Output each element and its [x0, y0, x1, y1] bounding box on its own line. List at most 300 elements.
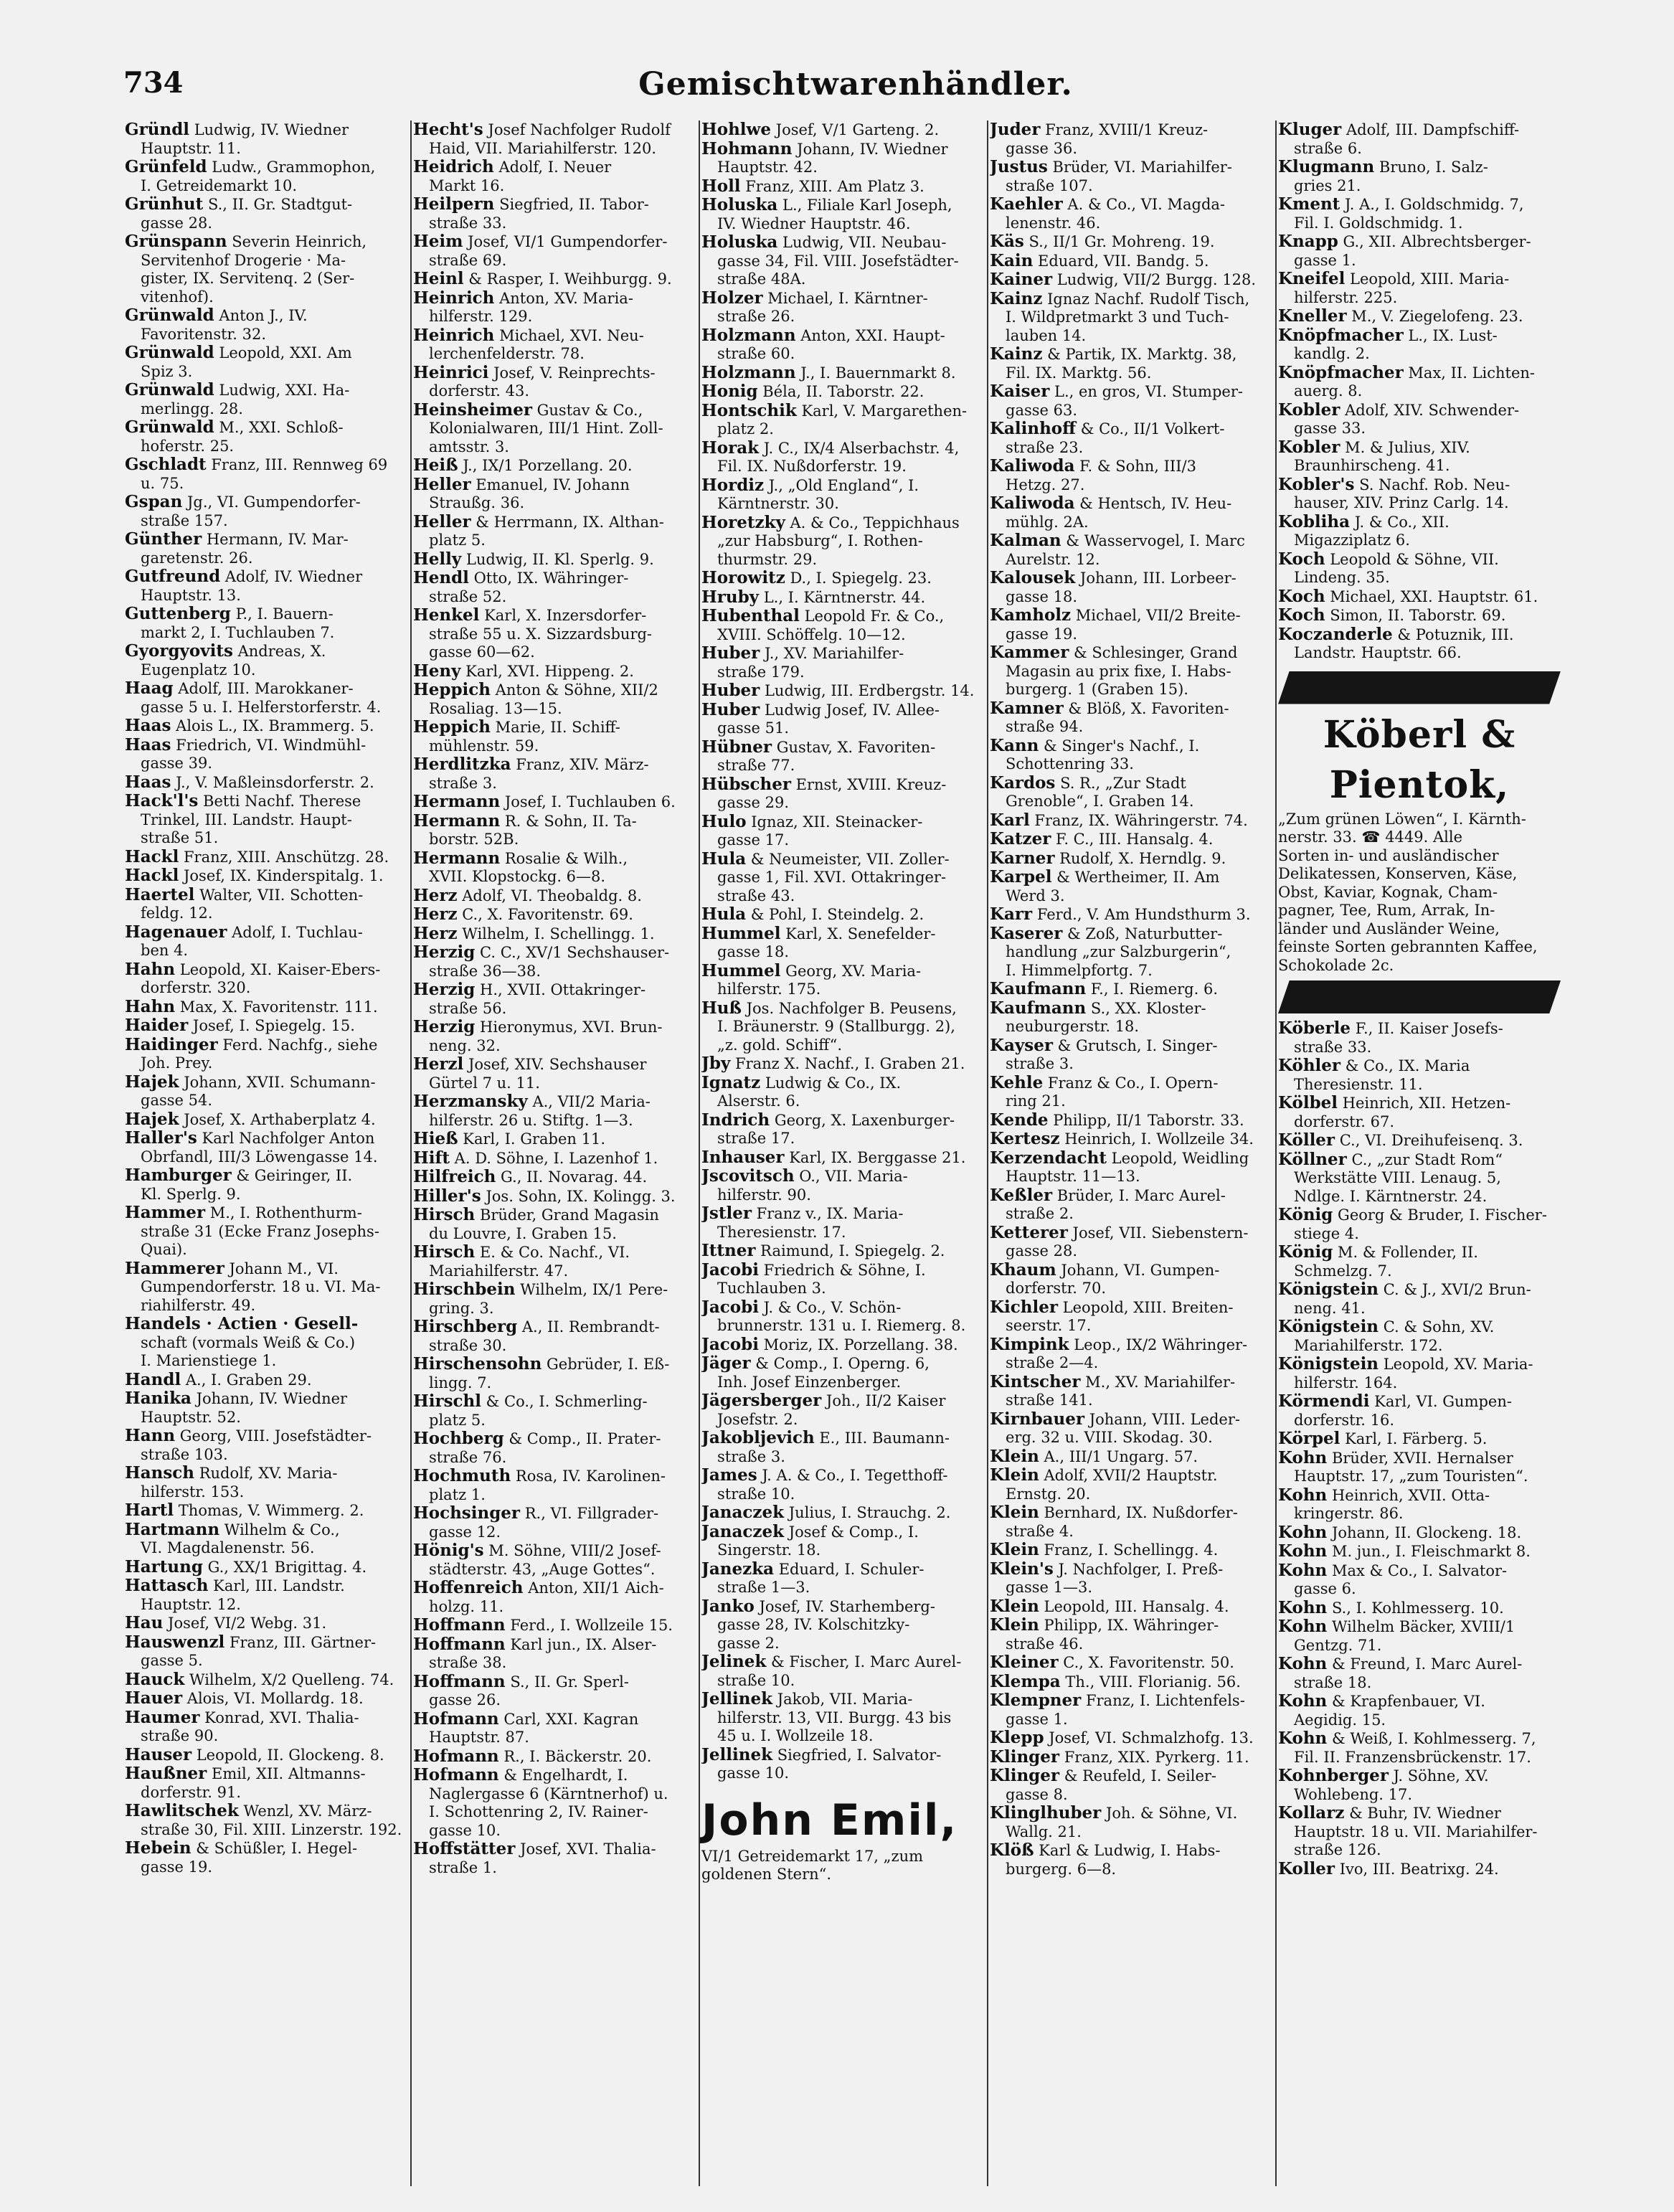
entry-continuation [1278, 345, 1561, 364]
entry-details: straße 90. [141, 1727, 219, 1744]
entry-details: Wilhelm Bäcker, XVIII/1 [1327, 1618, 1515, 1635]
entry-name: Koch [1278, 606, 1325, 625]
entry-details: & Grutsch, I. Singer- [1052, 1036, 1218, 1054]
entry-details: Werkstätte VIII. Lenaug. 5, [1294, 1169, 1501, 1186]
entry-details: Karl, III. Landstr. [208, 1577, 345, 1594]
entry-details: neuburgerstr. 18. [1006, 1018, 1140, 1035]
directory-entry [701, 476, 983, 496]
directory-entry [990, 868, 1271, 887]
entry-details: dorferstr. 91. [141, 1783, 242, 1801]
entry-details: erg. 32 u. VIII. Skodag. 30. [1006, 1429, 1213, 1446]
entry-details: Ivo, III. Beatrixg. 24. [1335, 1860, 1499, 1878]
entry-details: S. Nachf. Rob. Neu- [1354, 476, 1510, 493]
entry-name: Huber [701, 700, 760, 719]
entry-name: Hajek [125, 1072, 179, 1092]
entry-details: gasse 28, IV. Kolschitzky- [717, 1616, 910, 1633]
entry-continuation [125, 979, 406, 998]
page-number: 734 [123, 66, 184, 100]
entry-name: Kluger [1278, 120, 1342, 139]
entry-details: Georg, X. Laxenburger- [770, 1111, 955, 1129]
entry-name: Hartl [125, 1501, 174, 1520]
entry-name: Henkel [413, 606, 480, 625]
entry-details: R., I. Bäckerstr. 20. [498, 1747, 652, 1765]
entry-continuation [701, 757, 983, 775]
entry-details: straße 43. [717, 887, 795, 904]
entry-name: Käs [990, 232, 1024, 251]
directory-entry [1278, 158, 1561, 177]
entry-details: Wohlebeng. 17. [1294, 1785, 1413, 1803]
directory-entry [413, 1092, 694, 1112]
entry-details: Josef, I. Tuchlauben 6. [500, 793, 676, 810]
directory-entry [413, 943, 694, 963]
entry-name: Justus [990, 158, 1048, 176]
entry-details: Heinrich, XII. Hetzen- [1338, 1095, 1511, 1112]
entry-continuation [990, 1786, 1271, 1805]
entry-details: H., XVII. Ottakringer- [475, 981, 646, 998]
directory-entry [413, 793, 694, 812]
entry-details: Leopold, II. Glockeng. 8. [191, 1746, 384, 1764]
directory-entry [990, 699, 1271, 719]
entry-details: merlingg. 28. [141, 400, 243, 417]
ad-text-line: feinste Sorten gebrannten Kaffee, [1278, 938, 1538, 955]
entry-continuation [1278, 1841, 1561, 1860]
directory-entry [413, 1840, 694, 1859]
entry-details: straße 55 u. X. Sizzardsburg- [429, 625, 653, 643]
entry-name: Kaehler [990, 195, 1063, 214]
entry-name: Herz [413, 905, 458, 924]
entry-continuation [990, 1242, 1271, 1261]
entry-continuation [1278, 1337, 1561, 1356]
entry-details: Ludwig, IV. Wiedner [189, 121, 349, 138]
entry-details: Ludw., Grammophon, [207, 159, 376, 176]
entry-details: 45 u. I. Wollzeile 18. [717, 1727, 874, 1744]
directory-entry [990, 1767, 1271, 1786]
entry-details: & Co., I. Schmerling- [481, 1393, 648, 1410]
directory-entry [990, 232, 1271, 252]
entry-continuation [1278, 1113, 1561, 1132]
entry-name: Klöß [990, 1841, 1034, 1860]
entry-details: Ludwig, VII. Neubau- [777, 234, 947, 251]
entry-continuation [413, 1486, 694, 1505]
entry-continuation [701, 458, 983, 476]
entry-details: Kolonialwaren, III/1 Hint. Zoll- [429, 420, 663, 437]
entry-details: R. & Sohn, II. Ta- [500, 812, 637, 830]
directory-entry [1278, 1318, 1561, 1337]
entry-details: I. Himmelpfortg. 7. [1006, 961, 1153, 979]
directory-entry [701, 569, 983, 588]
entry-details: straße 26. [717, 308, 795, 325]
entry-details: C., X. Favoritenstr. 50. [1058, 1654, 1234, 1671]
entry-continuation [1278, 1711, 1561, 1730]
entry-name: Kaufmann [990, 998, 1087, 1018]
entry-details: Fil. I. Goldschmidg. 1. [1294, 214, 1463, 232]
entry-details: O., VII. Maria- [794, 1168, 908, 1185]
entry-details: Alserstr. 6. [717, 1092, 800, 1110]
entry-name: Hoffmann [413, 1635, 506, 1654]
directory-entry [990, 1186, 1271, 1206]
entry-continuation [413, 1000, 694, 1018]
directory-entry [413, 1206, 694, 1225]
entry-continuation [1278, 569, 1561, 587]
entry-details: Raimund, I. Spiegelg. 2. [755, 1242, 945, 1259]
directory-entry [701, 1167, 983, 1186]
entry-continuation [1278, 420, 1561, 438]
directory-entry [413, 195, 694, 214]
directory-entry [125, 1166, 406, 1186]
entry-name: Klempa [990, 1672, 1061, 1691]
entry-name: Huß [701, 998, 742, 1018]
entry-continuation [1278, 1188, 1561, 1206]
entry-continuation [125, 252, 406, 270]
entry-details: Adolf, III. Marokkaner- [173, 680, 354, 697]
directory-entry [701, 196, 983, 215]
entry-details: & Engelhardt, I. [498, 1767, 628, 1784]
entry-details: Simon, II. Taborstr. 69. [1325, 607, 1506, 624]
entry-continuation [1278, 644, 1561, 663]
entry-details: Ferd., I. Wollzeile 15. [505, 1617, 673, 1634]
entry-continuation [1278, 382, 1561, 401]
entry-name: Kayser [990, 1036, 1053, 1055]
entry-name: Kalinhoff [990, 420, 1077, 438]
directory-entry [990, 1503, 1271, 1523]
directory-entry [1278, 1542, 1561, 1561]
entry-name: Klinger [990, 1767, 1060, 1785]
entry-name: Kobler's [1278, 475, 1355, 494]
directory-entry [125, 1633, 406, 1653]
directory-entry [701, 289, 983, 308]
entry-continuation [125, 140, 406, 159]
entry-name: Kohn [1278, 1542, 1328, 1561]
entry-details: straße 46. [1006, 1635, 1084, 1653]
entry-details: Haid, VII. Mariahilferstr. 120. [429, 139, 656, 157]
entry-details: Ignaz, XII. Steinacker- [746, 813, 923, 831]
entry-continuation [125, 288, 406, 307]
entry-name: Gyorgyovits [125, 642, 233, 661]
entry-details: J. A. & Co., I. Tegetthoff- [757, 1467, 948, 1484]
directory-entry [1278, 606, 1561, 625]
entry-details: straße 60. [717, 345, 795, 362]
entry-details: Ludwig, II. Kl. Sperlg. 9. [461, 550, 654, 568]
directory-entry [413, 270, 694, 289]
entry-details: neng. 41. [1294, 1299, 1366, 1317]
entry-details: Julius, I. Strauchg. 2. [784, 1504, 951, 1521]
entry-details: Josef Nachfolger Rudolf [483, 121, 671, 138]
entry-continuation [990, 1018, 1271, 1036]
entry-details: Gustav & Co., [531, 401, 643, 419]
entry-details: dorferstr. 70. [1006, 1280, 1107, 1297]
entry-name: Köhler [1278, 1057, 1341, 1075]
entry-continuation [701, 252, 983, 271]
directory-entry [990, 980, 1271, 999]
entry-continuation [701, 1616, 983, 1635]
entry-name: König [1278, 1206, 1333, 1224]
entry-name: Horetzky [701, 513, 785, 532]
directory-entry [1278, 1729, 1561, 1749]
directory-entry [413, 1392, 694, 1412]
directory-entry [701, 962, 983, 981]
entry-continuation [990, 476, 1271, 495]
entry-name: Hirsch [413, 1243, 476, 1262]
entry-details: R., VI. Fillgrader- [520, 1505, 659, 1522]
entry-continuation [990, 1317, 1271, 1336]
entry-details: Josef, I. Spiegelg. 15. [188, 1017, 355, 1034]
entry-name: Hula [701, 905, 747, 924]
entry-name: Köllner [1278, 1150, 1347, 1169]
entry-name: Königstein [1278, 1355, 1379, 1374]
entry-name: Hula [701, 849, 747, 869]
entry-continuation [1278, 252, 1561, 270]
directory-entry [125, 455, 406, 475]
entry-details: Friedrich, VI. Windmühl- [171, 736, 367, 754]
directory-entry [125, 1689, 406, 1708]
entry-name: Kneifel [1278, 270, 1346, 288]
entry-details: Josef, VI/1 Gumpendorfer- [463, 233, 668, 250]
entry-name: Kohnberger [1278, 1767, 1389, 1785]
directory-entry [125, 1036, 406, 1055]
entry-name: Hübscher [701, 775, 791, 794]
entry-details: markt 2, I. Tuchlauben 7. [141, 623, 335, 641]
entry-details: gasse 28. [1006, 1242, 1078, 1259]
entry-details: Braunhirscheng. 41. [1294, 457, 1450, 474]
directory-entry [701, 140, 983, 159]
entry-details: F. C., III. Hansalg. 4. [1051, 831, 1214, 848]
entry-name: Jäger [701, 1354, 751, 1373]
entry-details: gasse 1, Fil. XVI. Ottakringer- [717, 869, 947, 886]
directory-entry [701, 681, 983, 701]
entry-name: Holuska [701, 196, 778, 214]
entry-name: Hebein [125, 1839, 191, 1858]
column-1 [123, 120, 412, 2186]
entry-details: Karl, IX. Berggasse 21. [784, 1148, 966, 1166]
directory-entry [701, 701, 983, 720]
entry-name: Hruby [701, 587, 760, 607]
entry-details: holzg. 11. [429, 1597, 504, 1615]
entry-continuation [1278, 1637, 1561, 1655]
entry-details: M., I. Rothenthurm- [205, 1204, 362, 1221]
entry-details: Gustav, X. Favoriten- [772, 738, 936, 756]
entry-details: & Krapfenbauer, VI. [1327, 1693, 1485, 1710]
entry-details: Wilhelm, I. Schellingg. 1. [457, 925, 655, 942]
ad-company-name: Köberl & Pientok, [1323, 712, 1516, 807]
directory-entry [125, 1501, 406, 1521]
entry-name: Grünwald [125, 344, 214, 362]
directory-entry [990, 1841, 1271, 1861]
entry-name: Kamner [990, 699, 1064, 718]
entry-continuation [125, 624, 406, 643]
entry-continuation [990, 1168, 1271, 1186]
entry-details: Hauptstr. 11. [141, 139, 241, 157]
entry-name: Hirschl [413, 1392, 481, 1411]
entry-name: Kollarz [1278, 1804, 1345, 1823]
entry-details: & Co., IX. Maria [1340, 1057, 1470, 1074]
entry-details: platz 1. [429, 1485, 486, 1503]
entry-name: Köberle [1278, 1019, 1351, 1038]
entry-details: Josef, XIV. Sechshauser [463, 1056, 647, 1073]
entry-name: Körpel [1278, 1429, 1340, 1448]
directory-entry [1278, 587, 1561, 607]
entry-name: Grünwald [125, 418, 214, 437]
directory-entry [990, 382, 1271, 402]
entry-continuation [990, 1429, 1271, 1447]
entry-details: Leopold, XXI. Am [214, 344, 352, 361]
directory-entry [701, 1560, 983, 1579]
entry-details: gasse 5. [141, 1652, 203, 1669]
entry-name: Hieß [413, 1130, 458, 1148]
entry-details: Fil. II. Franzensbrückenstr. 17. [1294, 1748, 1531, 1766]
entry-details: & Rasper, I. Weihburgg. 9. [463, 270, 672, 288]
entry-details: C. & J., XVI/2 Brun- [1379, 1281, 1531, 1298]
entry-name: Hansch [125, 1464, 195, 1483]
directory-entry [701, 999, 983, 1018]
directory-entry [125, 923, 406, 942]
entry-details: vitenhof). [141, 288, 214, 306]
entry-name: Hendl [413, 569, 469, 587]
directory-entry [1278, 1280, 1561, 1300]
entry-name: Keßler [990, 1186, 1053, 1205]
entry-name: Grünspann [125, 232, 227, 251]
entry-details: J., I. Bauernmarkt 8. [795, 364, 956, 382]
directory-entry [701, 1054, 983, 1074]
entry-details: Franz, III. Gärtner- [224, 1633, 377, 1651]
entry-name: Hauswenzl [125, 1632, 225, 1652]
directory-entry [990, 830, 1271, 849]
directory-entry [1278, 1019, 1561, 1039]
directory-entry [990, 606, 1271, 625]
entry-name: Hermann [413, 793, 501, 811]
entry-details: Thomas, V. Wimmerg. 2. [174, 1502, 364, 1519]
entry-details: F. & Sohn, III/3 [1074, 458, 1196, 475]
entry-details: Heinrich, XVII. Otta- [1327, 1486, 1490, 1504]
entry-details: straße 10. [717, 1671, 795, 1689]
entry-continuation [990, 962, 1271, 980]
entry-details: straße 48A. [717, 270, 806, 288]
entry-name: Kaufmann [990, 980, 1087, 998]
entry-continuation [413, 831, 694, 849]
entry-details: Carl, XXI. Kagran [498, 1710, 639, 1728]
entry-continuation [1278, 1076, 1561, 1095]
ad-text-line: länder und Ausländer Weine, [1278, 920, 1500, 937]
entry-details: Wilhelm, X/2 Quelleng. 74. [184, 1670, 394, 1688]
entry-details: stiege 4. [1294, 1224, 1359, 1242]
entry-details: & Geiringer, II. [231, 1167, 353, 1184]
entry-name: Klinglhuber [990, 1804, 1102, 1823]
entry-details: dorferstr. 16. [1294, 1411, 1395, 1429]
entry-details: gasse 8. [1006, 1785, 1068, 1803]
entry-continuation [1278, 1467, 1561, 1486]
directory-entry [990, 1373, 1271, 1392]
directory-entry [1278, 1429, 1561, 1449]
directory-entry [990, 1804, 1271, 1823]
entry-continuation [413, 1691, 694, 1710]
entry-name: Hohlwe [701, 120, 771, 139]
entry-continuation [990, 1861, 1271, 1879]
entry-continuation [990, 1092, 1271, 1111]
entry-details: J. Söhne, XV. [1388, 1767, 1489, 1785]
entry-details: gasse 1—3. [1006, 1579, 1093, 1596]
entry-details: auerg. 8. [1294, 382, 1363, 400]
entry-details: hilferstr. 225. [1294, 288, 1398, 306]
entry-continuation [1278, 214, 1561, 233]
entry-name: Hönig's [413, 1541, 484, 1560]
entry-details: straße 18. [1294, 1673, 1372, 1691]
directory-entry [990, 1036, 1271, 1056]
entry-details: Johann, XVII. Schumann- [179, 1073, 376, 1091]
entry-details: Max, II. Lichten- [1403, 364, 1536, 382]
entry-details: platz 5. [429, 531, 486, 549]
entry-details: Josef, VI/2 Webg. 31. [163, 1615, 327, 1632]
entry-details: Walter, VII. Schotten- [194, 886, 364, 904]
entry-details: I. Bräunerstr. 9 (Stallburgg. 2), [717, 1018, 955, 1035]
entry-details: Philipp, II/1 Taborstr. 33. [1048, 1111, 1244, 1129]
entry-continuation [701, 1280, 983, 1298]
entry-details: Hauptstr. 42. [717, 159, 818, 176]
entry-details: gasse 12. [429, 1523, 501, 1541]
directory-entry [990, 290, 1271, 309]
directory-entry [413, 606, 694, 625]
entry-details: S., XX. Kloster- [1086, 999, 1206, 1017]
entry-name: Indrich [701, 1110, 770, 1130]
entry-continuation [1278, 1169, 1561, 1188]
entry-name: Karpel [990, 868, 1052, 887]
entry-details: Karl, X. Senefelder- [780, 925, 936, 942]
entry-details: C., VI. Dreihufeisenq. 3. [1335, 1132, 1523, 1149]
entry-name: Kaliwoda [990, 457, 1075, 476]
entry-name: Klempner [990, 1691, 1082, 1710]
entry-details: straße 141. [1006, 1391, 1093, 1409]
entry-name: Holuska [701, 233, 778, 252]
entry-name: Herzig [413, 980, 476, 999]
entry-details: & Zoß, Naturbutter- [1062, 925, 1223, 942]
entry-details: städterstr. 43, „Auge Gottes“. [429, 1560, 656, 1578]
directory-entry [701, 1429, 983, 1448]
entry-details: Franz X. Nachf., I. Graben 21. [730, 1055, 965, 1072]
entry-continuation [1278, 457, 1561, 476]
entry-details: Jakob, VII. Maria- [772, 1691, 913, 1708]
entry-details: Leopold, XIII. Breiten- [1057, 1298, 1234, 1316]
entry-continuation [990, 793, 1271, 811]
entry-name: Hohmann [701, 139, 793, 159]
entry-details: & Comp., II. Prater- [503, 1430, 661, 1447]
entry-continuation [413, 308, 694, 326]
entry-continuation [701, 159, 983, 177]
directory-entry [990, 737, 1271, 756]
entry-details: straße 103. [141, 1445, 228, 1463]
entry-continuation [990, 1635, 1271, 1654]
entry-continuation [701, 1130, 983, 1148]
directory-entry [1278, 625, 1561, 645]
entry-details: straße 179. [717, 663, 805, 681]
directory-entry [413, 158, 694, 177]
entry-details: Anton, XII/1 Aich- [523, 1579, 664, 1597]
entry-name: Haller's [125, 1129, 197, 1148]
directory-entry [413, 925, 694, 944]
entry-details: Josef, VI. Schmalzhofg. 13. [1044, 1729, 1254, 1747]
entry-details: & Schüßler, I. Hegel- [191, 1840, 358, 1857]
entry-details: Rosa, IV. Karolinen- [511, 1467, 666, 1485]
entry-details: Leopold, XV. Maria- [1379, 1356, 1533, 1373]
entry-name: Klein [990, 1597, 1039, 1616]
directory-entry [701, 364, 983, 383]
entry-details: Adolf, IV. Wiedner [220, 568, 363, 585]
entry-details: Bernhard, IX. Nußdorfer- [1039, 1504, 1238, 1521]
entry-name: Horak [701, 438, 760, 458]
directory-entry [701, 1074, 983, 1093]
directory-entry [125, 792, 406, 811]
directory-entry [125, 1427, 406, 1446]
entry-details: straße 126. [1294, 1841, 1381, 1858]
entry-details: Leopold, III. Hansalg. 4. [1039, 1597, 1229, 1615]
entry-continuation [413, 588, 694, 607]
